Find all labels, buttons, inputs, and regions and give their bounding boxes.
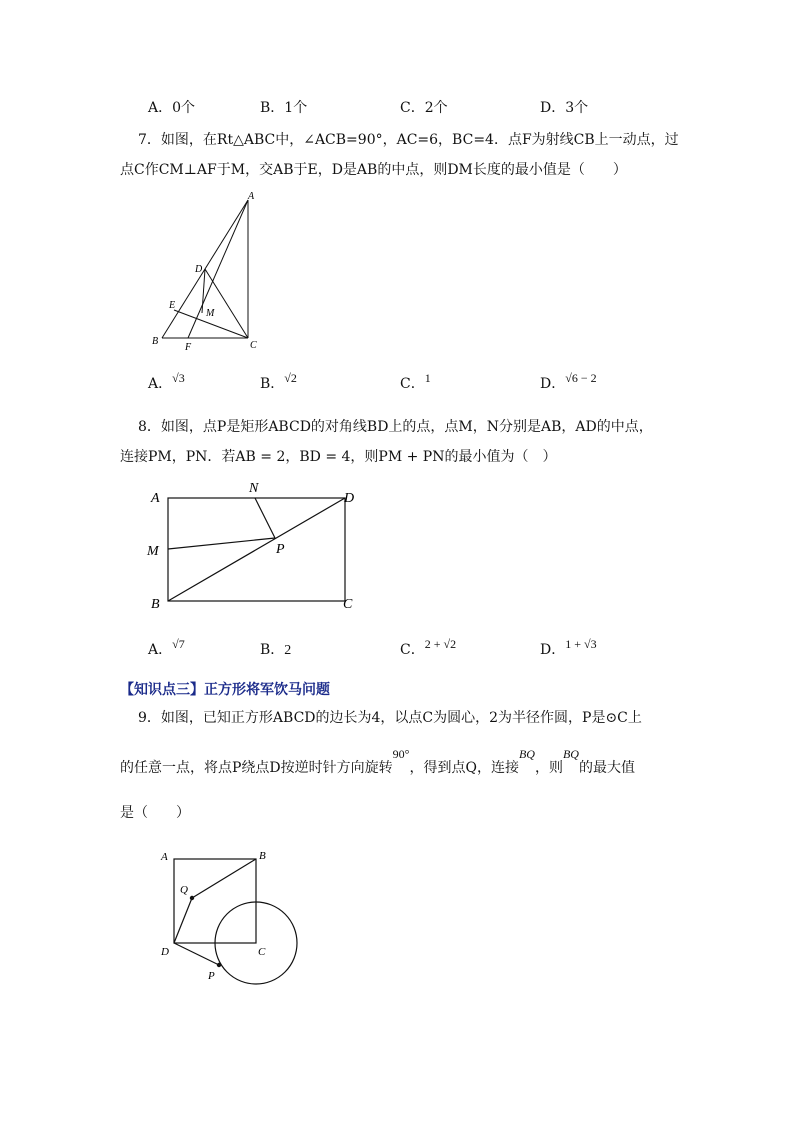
q6-option-c: C．2个 bbox=[400, 100, 448, 116]
q8-option-c bbox=[400, 637, 457, 660]
q7-option-c-value: 1 bbox=[424, 371, 431, 385]
q8-label-n: N bbox=[249, 481, 259, 496]
q7-triangle-figure bbox=[148, 188, 268, 354]
q9-label-b: B bbox=[259, 850, 266, 862]
q8-option-c-letter: C． bbox=[400, 642, 425, 658]
q9-bq-2: BQ bbox=[562, 747, 579, 761]
q8-option-a-letter: A． bbox=[148, 642, 173, 658]
q7-option-b-value: √2 bbox=[284, 371, 297, 385]
q8-label-p: P bbox=[276, 542, 285, 557]
q6-option-a: A．0个 bbox=[148, 100, 196, 116]
q8-option-b-letter: B． bbox=[260, 642, 285, 658]
q9-point-q-dot bbox=[190, 896, 194, 900]
q7-question-line2: 点C作CM⊥AF于M，交AB于E，D是AB的中点，则DM长度的最小值是（ ） bbox=[120, 162, 627, 178]
q9-question-line3: 是（ ） bbox=[120, 805, 190, 821]
q8-option-d-value: 1 + √3 bbox=[565, 637, 597, 651]
q8-option-b-value: 2 bbox=[284, 643, 292, 658]
q7-label-m: M bbox=[206, 308, 215, 319]
section-heading: 【知识点三】正方形将军饮马问题 bbox=[120, 682, 330, 698]
q7-label-c: C bbox=[250, 340, 257, 351]
q9-rotation-angle: 90° bbox=[392, 747, 410, 761]
q7-label-e: E bbox=[169, 300, 176, 311]
q9-line2-part3: ，则 bbox=[534, 760, 563, 776]
q9-label-p: P bbox=[208, 970, 215, 982]
q9-square-circle-figure bbox=[155, 845, 315, 985]
q7-option-d-letter: D． bbox=[540, 376, 566, 392]
q7-option-d-value: √6 − 2 bbox=[565, 371, 597, 385]
q7-label-a: A bbox=[248, 191, 255, 202]
q8-option-d bbox=[540, 637, 597, 660]
q9-line2-part4: 的最大值 bbox=[578, 760, 635, 776]
q7-option-c-letter: C． bbox=[400, 376, 425, 392]
q9-question-line1: 9．如图，已知正方形ABCD的边长为4，以点C为圆心，2为半径作圆，P是⊙C上 bbox=[138, 710, 642, 726]
q8-question-line1: 8．如图，点P是矩形ABCD的对角线BD上的点，点M，N分别是AB，AD的中点， bbox=[138, 419, 653, 435]
q7-option-a bbox=[148, 371, 185, 394]
q8-label-c: C bbox=[343, 597, 353, 612]
q8-label-b: B bbox=[151, 597, 160, 612]
q8-question-line2: 连接PM，PN．若AB = 2，BD = 4，则PM + PN的最小值为（ ） bbox=[120, 449, 557, 465]
q6-option-b: B．1个 bbox=[260, 100, 308, 116]
q7-label-f: F bbox=[185, 342, 192, 353]
q8-option-d-letter: D． bbox=[540, 642, 566, 658]
q7-option-a-letter: A． bbox=[148, 376, 173, 392]
q8-label-m: M bbox=[147, 544, 159, 559]
q7-option-a-value: √3 bbox=[172, 371, 185, 385]
q8-rectangle-figure bbox=[145, 478, 370, 614]
q7-option-d bbox=[540, 371, 597, 394]
q7-option-b bbox=[260, 371, 297, 394]
q7-label-d: D bbox=[195, 264, 203, 275]
q9-label-q: Q bbox=[180, 884, 188, 896]
q9-question-line2 bbox=[120, 747, 635, 778]
q7-label-b: B bbox=[152, 336, 159, 347]
q9-label-a: A bbox=[161, 851, 168, 863]
q9-line2-part1: 的任意一点，将点P绕点D按逆时针方向旋转 bbox=[120, 760, 393, 776]
q9-label-c: C bbox=[258, 946, 266, 958]
q7-option-c bbox=[400, 371, 431, 394]
q9-label-d: D bbox=[161, 946, 169, 958]
q9-line2-part2: ，得到点Q，连接 bbox=[409, 760, 519, 776]
q9-bq-1: BQ bbox=[518, 747, 535, 761]
q8-label-a: A bbox=[151, 491, 160, 506]
q9-point-p-dot bbox=[217, 963, 221, 967]
q8-label-d: D bbox=[344, 491, 355, 506]
q8-option-b bbox=[260, 640, 291, 661]
q7-question-line1: 7．如图，在Rt△ABC中，∠ACB=90°，AC=6，BC=4．点F为射线CB上一动点，过 bbox=[138, 132, 679, 148]
q8-option-c-value: 2 + √2 bbox=[424, 637, 457, 651]
q8-option-a bbox=[148, 637, 185, 660]
q6-option-d: D．3个 bbox=[540, 100, 589, 116]
q7-option-b-letter: B． bbox=[260, 376, 285, 392]
q8-option-a-value: √7 bbox=[172, 637, 185, 651]
